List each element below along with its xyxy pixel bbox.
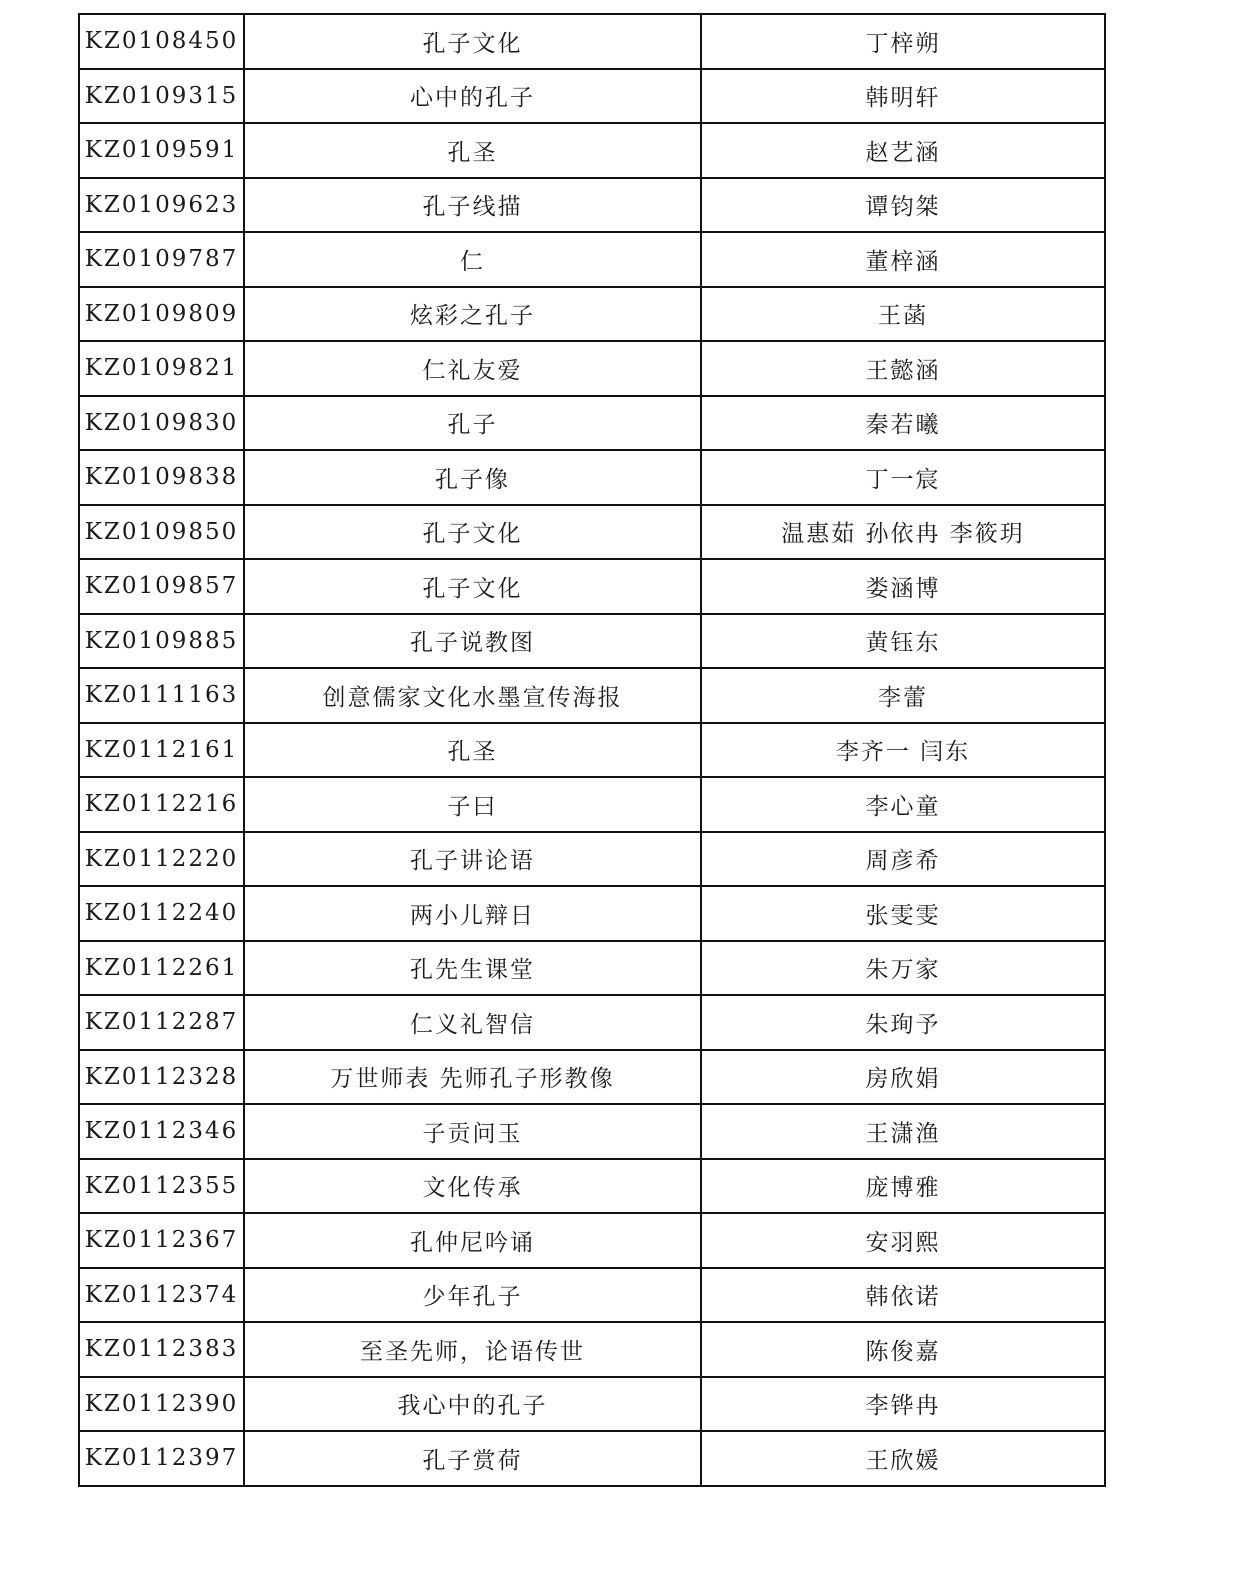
- entry-id-cell: KZ0109821: [79, 341, 244, 396]
- entries-table-body: [79, 14, 1105, 1486]
- entry-author-cell: 谭钧桀: [701, 178, 1105, 233]
- entry-title-cell: 少年孔子: [244, 1268, 701, 1323]
- entry-title-cell: 创意儒家文化水墨宣传海报: [244, 668, 701, 723]
- entry-id-cell: KZ0112161: [79, 723, 244, 778]
- entry-title-cell: 孔子: [244, 396, 701, 451]
- entry-title-cell: 孔子文化: [244, 14, 701, 69]
- table-row: [79, 941, 1105, 996]
- entry-id-cell: KZ0109315: [79, 69, 244, 124]
- entry-author-cell: 房欣娟: [701, 1050, 1105, 1105]
- entry-title-cell: 孔子文化: [244, 505, 701, 560]
- table-row: [79, 123, 1105, 178]
- entry-id-cell: KZ0112383: [79, 1322, 244, 1377]
- entry-id-cell: KZ0112346: [79, 1104, 244, 1159]
- entries-sheet: [78, 13, 1104, 1487]
- entry-title-cell: 仁: [244, 232, 701, 287]
- table-row: [79, 614, 1105, 669]
- table-row: [79, 777, 1105, 832]
- table-row: [79, 178, 1105, 233]
- table-row: [79, 341, 1105, 396]
- entry-id-cell: KZ0112220: [79, 832, 244, 887]
- entry-id-cell: KZ0112367: [79, 1213, 244, 1268]
- entry-author-cell: 王菡: [701, 287, 1105, 342]
- entry-title-cell: 我心中的孔子: [244, 1377, 701, 1432]
- table-row: [79, 886, 1105, 941]
- entry-id-cell: KZ0112287: [79, 995, 244, 1050]
- entry-author-cell: 丁一宸: [701, 450, 1105, 505]
- table-row: [79, 450, 1105, 505]
- table-row: [79, 69, 1105, 124]
- entry-id-cell: KZ0112355: [79, 1159, 244, 1214]
- entry-author-cell: 韩依诺: [701, 1268, 1105, 1323]
- entry-author-cell: 安羽熙: [701, 1213, 1105, 1268]
- entry-author-cell: 丁梓朔: [701, 14, 1105, 69]
- table-row: [79, 505, 1105, 560]
- entry-title-cell: 孔子说教图: [244, 614, 701, 669]
- entry-title-cell: 孔子线描: [244, 178, 701, 233]
- entry-author-cell: 李铧冉: [701, 1377, 1105, 1432]
- entry-title-cell: 炫彩之孔子: [244, 287, 701, 342]
- entry-id-cell: KZ0109885: [79, 614, 244, 669]
- entry-title-cell: 孔圣: [244, 723, 701, 778]
- table-row: [79, 559, 1105, 614]
- entry-author-cell: 李蕾: [701, 668, 1105, 723]
- entry-author-cell: 陈俊嘉: [701, 1322, 1105, 1377]
- entry-title-cell: 至圣先师，论语传世: [244, 1322, 701, 1377]
- table-row: [79, 832, 1105, 887]
- entry-id-cell: KZ0112397: [79, 1431, 244, 1486]
- entry-author-cell: 朱万家: [701, 941, 1105, 996]
- entries-table: [78, 13, 1106, 1487]
- entry-id-cell: KZ0109830: [79, 396, 244, 451]
- entry-author-cell: 朱珣予: [701, 995, 1105, 1050]
- entry-title-cell: 仁礼友爱: [244, 341, 701, 396]
- entry-title-cell: 心中的孔子: [244, 69, 701, 124]
- table-row: [79, 1268, 1105, 1323]
- entry-author-cell: 董梓涵: [701, 232, 1105, 287]
- entry-title-cell: 子贡问玉: [244, 1104, 701, 1159]
- table-row: [79, 1050, 1105, 1105]
- entry-author-cell: 周彦希: [701, 832, 1105, 887]
- entry-title-cell: 两小儿辩日: [244, 886, 701, 941]
- entry-author-cell: 王懿涵: [701, 341, 1105, 396]
- entry-author-cell: 王欣媛: [701, 1431, 1105, 1486]
- entry-author-cell: 秦若曦: [701, 396, 1105, 451]
- entry-author-cell: 李心童: [701, 777, 1105, 832]
- entry-id-cell: KZ0112261: [79, 941, 244, 996]
- entry-id-cell: KZ0108450: [79, 14, 244, 69]
- entry-title-cell: 文化传承: [244, 1159, 701, 1214]
- table-row: [79, 1213, 1105, 1268]
- table-row: [79, 287, 1105, 342]
- entry-id-cell: KZ0109850: [79, 505, 244, 560]
- entry-id-cell: KZ0109857: [79, 559, 244, 614]
- entry-id-cell: KZ0112328: [79, 1050, 244, 1105]
- table-row: [79, 1377, 1105, 1432]
- table-row: [79, 1322, 1105, 1377]
- entry-title-cell: 子曰: [244, 777, 701, 832]
- entry-id-cell: KZ0109591: [79, 123, 244, 178]
- entry-title-cell: 孔子赏荷: [244, 1431, 701, 1486]
- table-row: [79, 1159, 1105, 1214]
- table-row: [79, 995, 1105, 1050]
- entry-id-cell: KZ0112216: [79, 777, 244, 832]
- entry-author-cell: 李齐一 闫东: [701, 723, 1105, 778]
- entry-author-cell: 韩明轩: [701, 69, 1105, 124]
- entry-id-cell: KZ0112374: [79, 1268, 244, 1323]
- entry-id-cell: KZ0109623: [79, 178, 244, 233]
- entry-title-cell: 孔圣: [244, 123, 701, 178]
- table-row: [79, 232, 1105, 287]
- entry-title-cell: 仁义礼智信: [244, 995, 701, 1050]
- table-row: [79, 1431, 1105, 1486]
- table-row: [79, 1104, 1105, 1159]
- entry-author-cell: 娄涵博: [701, 559, 1105, 614]
- table-row: [79, 723, 1105, 778]
- entry-author-cell: 王潇渔: [701, 1104, 1105, 1159]
- entry-author-cell: 张雯雯: [701, 886, 1105, 941]
- table-row: [79, 396, 1105, 451]
- entry-title-cell: 孔子文化: [244, 559, 701, 614]
- entry-id-cell: KZ0111163: [79, 668, 244, 723]
- entry-title-cell: 孔子讲论语: [244, 832, 701, 887]
- table-row: [79, 14, 1105, 69]
- entry-id-cell: KZ0109838: [79, 450, 244, 505]
- entry-title-cell: 孔仲尼吟诵: [244, 1213, 701, 1268]
- entry-title-cell: 孔子像: [244, 450, 701, 505]
- entry-author-cell: 庞博雅: [701, 1159, 1105, 1214]
- entry-title-cell: 万世师表 先师孔子形教像: [244, 1050, 701, 1105]
- entry-author-cell: 温惠茹 孙依冉 李筱玥: [701, 505, 1105, 560]
- entry-id-cell: KZ0112390: [79, 1377, 244, 1432]
- entry-id-cell: KZ0109809: [79, 287, 244, 342]
- entry-author-cell: 黄钰东: [701, 614, 1105, 669]
- table-row: [79, 668, 1105, 723]
- entry-author-cell: 赵艺涵: [701, 123, 1105, 178]
- entry-id-cell: KZ0109787: [79, 232, 244, 287]
- entry-title-cell: 孔先生课堂: [244, 941, 701, 996]
- entry-id-cell: KZ0112240: [79, 886, 244, 941]
